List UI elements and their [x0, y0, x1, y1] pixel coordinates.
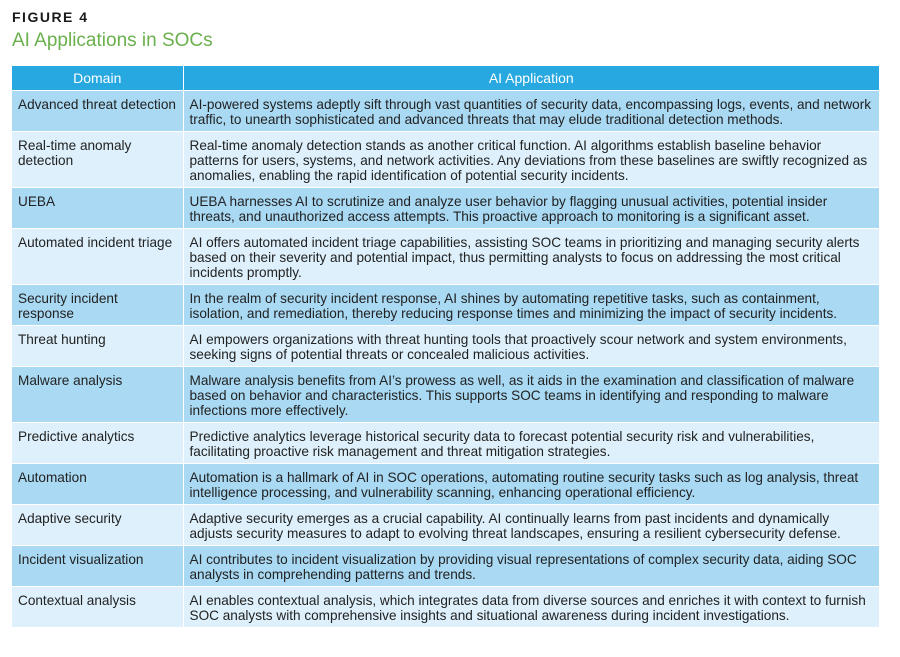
domain-cell: Advanced threat detection: [12, 91, 183, 132]
table-row: [12, 367, 879, 423]
domain-cell: Malware analysis: [12, 367, 183, 423]
table-row: [12, 464, 879, 505]
application-cell: AI offers automated incident triage capabilities, assisting SOC teams in prioritizing and managing security alerts based on their severity and potential impact, thus permitting analysts to focus on addressing the most critical incidents promptly.: [183, 229, 879, 285]
application-cell: AI enables contextual analysis, which integrates data from diverse sources and enriches it with context to furnish SOC analysts with comprehensive insights and situational awareness during incident investigations.: [183, 587, 879, 628]
application-cell: AI-powered systems adeptly sift through vast quantities of security data, encompassing logs, events, and network traffic, to unearth sophisticated and advanced threats that may elude traditional detection methods.: [183, 91, 879, 132]
domain-cell: Automated incident triage: [12, 229, 183, 285]
domain-cell: Threat hunting: [12, 326, 183, 367]
application-cell: Automation is a hallmark of AI in SOC operations, automating routine security tasks such as log analysis, threat intelligence processing, and vulnerability scanning, enhancing operational efficiency.: [183, 464, 879, 505]
domain-cell: Automation: [12, 464, 183, 505]
table-row: [12, 546, 879, 587]
table-row: [12, 132, 879, 188]
application-cell: In the realm of security incident response, AI shines by automating repetitive tasks, such as containment, isolation, and remediation, thereby reducing response times and minimizing the impact of security incidents.: [183, 285, 879, 326]
table-row: [12, 326, 879, 367]
domain-cell: Security incident response: [12, 285, 183, 326]
domain-cell: Real-time anomaly detection: [12, 132, 183, 188]
table-header-row: [12, 66, 879, 91]
table-row: [12, 91, 879, 132]
table-row: [12, 188, 879, 229]
application-cell: AI contributes to incident visualization by providing visual representations of complex security data, aiding SOC analysts in comprehending patterns and trends.: [183, 546, 879, 587]
application-cell: Real-time anomaly detection stands as another critical function. AI algorithms establish baseline behavior patterns for users, systems, and network activities. Any deviations from these baselines are swiftly recognized as anomalies, enabling the rapid identification of potential security incidents.: [183, 132, 879, 188]
header-domain: Domain: [12, 66, 183, 91]
application-cell: UEBA harnesses AI to scrutinize and analyze user behavior by flagging unusual activities, potential insider threats, and unauthorized access attempts. This proactive approach to monitoring is a significant asset.: [183, 188, 879, 229]
table-row: [12, 587, 879, 628]
domain-cell: Incident visualization: [12, 546, 183, 587]
application-cell: AI empowers organizations with threat hunting tools that proactively scour network and system environments, seeking signs of potential threats or concealed malicious activities.: [183, 326, 879, 367]
table-row: [12, 229, 879, 285]
table-row: [12, 285, 879, 326]
domain-cell: Adaptive security: [12, 505, 183, 546]
ai-applications-table: [12, 66, 879, 627]
table-row: [12, 505, 879, 546]
figure-label: FIGURE 4: [12, 9, 89, 25]
application-cell: Predictive analytics leverage historical security data to forecast potential security risk and vulnerabilities, facilitating proactive risk management and threat mitigation strategies.: [183, 423, 879, 464]
header-ai-application: AI Application: [183, 66, 879, 91]
application-cell: Adaptive security emerges as a crucial capability. AI continually learns from past incidents and dynamically adjusts security measures to adapt to evolving threat landscapes, ensuring a resilient cybersecurity defense.: [183, 505, 879, 546]
table-row: [12, 423, 879, 464]
domain-cell: UEBA: [12, 188, 183, 229]
figure-title: AI Applications in SOCs: [12, 30, 213, 51]
application-cell: Malware analysis benefits from AI’s prowess as well, as it aids in the examination and classification of malware based on behavior and characteristics. This supports SOC teams in identifying and responding to malware infections more effectively.: [183, 367, 879, 423]
domain-cell: Contextual analysis: [12, 587, 183, 628]
domain-cell: Predictive analytics: [12, 423, 183, 464]
